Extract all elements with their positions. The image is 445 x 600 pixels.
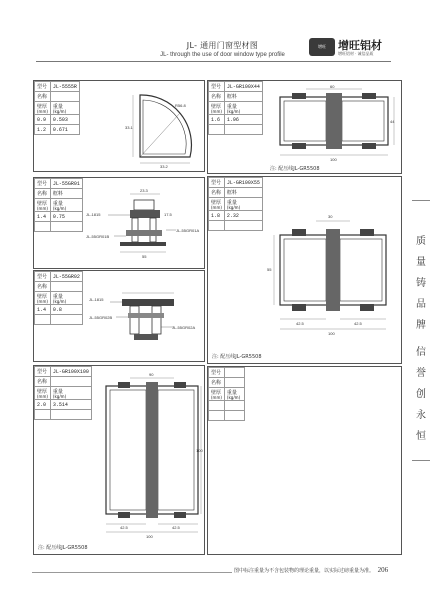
slogan-char: 品 <box>416 299 426 310</box>
model-value: JL-GR100X100 <box>50 367 91 377</box>
width-dim-label: 100 <box>146 534 153 539</box>
accessory-note: 注: 配压线JL-GR5508 <box>270 166 320 172</box>
model-value: JL-55GR02 <box>50 272 82 282</box>
weight-header: 重量 (kg/m) <box>224 388 244 401</box>
model-value: JL-GR100X44 <box>224 82 262 92</box>
slogan-char: 铸 <box>416 278 426 289</box>
width-dim-label: 33.2 <box>160 164 168 169</box>
spec-table <box>208 81 263 135</box>
height-dim-label: 100 <box>196 448 203 453</box>
name-value <box>224 378 244 388</box>
name-label: 名称 <box>35 377 51 387</box>
section-dim-label: 42.5 <box>120 525 128 530</box>
top-dim-label: 30 <box>328 214 333 219</box>
weight-header: 重量 (kg/m) <box>50 292 82 305</box>
callout-label: JL-55GR01A <box>176 228 200 233</box>
thickness-header: 壁厚 (mm) <box>35 387 51 400</box>
weight-value: 0.75 <box>50 212 82 222</box>
model-label: 型号 <box>35 82 51 92</box>
callout-label: JL-1815 <box>89 297 104 302</box>
footer-text: 图中标注重量为不含包装物的理论重量，以实际过磅重量为准。 <box>234 568 375 574</box>
section-dim-label: 42.5 <box>354 321 362 326</box>
brand-logo-text: 增旺铝材 <box>338 39 382 52</box>
name-label: 名称 <box>35 282 51 292</box>
model-label: 型号 <box>209 178 225 188</box>
width-dim-label: 55 <box>142 254 147 259</box>
height-dim-label: 55 <box>267 267 272 272</box>
slogan-char: 誉 <box>416 368 426 379</box>
accessory-note: 注: 配压线JL-GR5508 <box>212 354 262 360</box>
profile-panel-gr100x44 <box>207 80 402 174</box>
name-label: 名称 <box>35 189 51 199</box>
slogan-char: 量 <box>416 257 426 268</box>
weight-value: 0.8 <box>50 305 82 315</box>
weight-value: 1.96 <box>224 115 262 125</box>
callout-label: JL-55GR02A <box>172 325 196 330</box>
thickness-header: 壁厚 (mm) <box>35 199 51 212</box>
profile-panel-55gr02 <box>33 270 205 362</box>
profile-drawing-gr100x44 <box>268 85 400 165</box>
empty-cell <box>224 411 244 421</box>
profile-drawing-55gr02 <box>86 281 204 353</box>
catalog-subtitle: JL- through the use of door window type profile <box>160 52 285 58</box>
name-value: 框料 <box>224 92 262 102</box>
callout-label: JL-1815 <box>86 212 101 217</box>
weight-header: 重量 (kg/m) <box>50 387 91 400</box>
brand-logo-tagline: 增旺铝材 · 诚信品质 <box>338 51 374 56</box>
mid-dim-label: 17.5 <box>164 212 172 217</box>
slogan-rule-bottom <box>412 460 430 461</box>
thickness-value: 1.8 <box>209 211 225 221</box>
brand-logo-badge: 增旺 <box>309 38 335 56</box>
thickness-header: 壁厚 (mm) <box>209 102 225 115</box>
thickness-value: 0.9 <box>35 115 51 125</box>
model-value: JL-55GR01 <box>50 179 82 189</box>
thickness-header: 壁厚 (mm) <box>35 102 51 115</box>
accessory-note: 注: 配压线JL-GR5508 <box>38 545 88 551</box>
profile-panel-gr100x55 <box>207 176 402 364</box>
header-rule <box>36 61 391 62</box>
spec-table <box>208 177 263 231</box>
thickness-value: 1.4 <box>35 305 51 315</box>
spec-table <box>34 178 83 232</box>
section-dim-label: 42.5 <box>296 321 304 326</box>
profile-panel-5555r <box>33 80 205 172</box>
empty-cell <box>35 315 51 325</box>
top-dim-label: 60 <box>330 85 335 89</box>
thickness-value: 1.2 <box>35 125 51 135</box>
weight-value: 0.503 <box>50 115 79 125</box>
weight-value: 3.514 <box>50 400 91 410</box>
weight-header: 重量 (kg/m) <box>224 102 262 115</box>
name-value: 框料 <box>50 189 82 199</box>
empty-cell <box>209 125 225 135</box>
empty-cell <box>35 410 51 420</box>
profile-drawing-gr100x55 <box>266 205 400 345</box>
weight-header: 重量 (kg/m) <box>50 102 79 115</box>
weight-header: 重量 (kg/m) <box>50 199 82 212</box>
weight-value: 0.671 <box>50 125 79 135</box>
footer-rule <box>32 572 232 573</box>
empty-cell <box>209 411 225 421</box>
empty-cell <box>50 222 82 232</box>
name-value: 框料 <box>224 188 262 198</box>
top-dim-label: 90 <box>149 372 154 377</box>
width-dim-label: 100 <box>328 331 335 336</box>
empty-cell <box>224 401 244 411</box>
profile-drawing-gr100x100 <box>100 372 204 542</box>
name-value <box>50 92 79 102</box>
height-dim-label: 44 <box>390 119 395 124</box>
page-number: 206 <box>377 566 389 574</box>
spec-table <box>34 366 92 420</box>
height-dim-label: 33.1 <box>125 125 133 130</box>
name-label: 名称 <box>35 92 51 102</box>
radius-dim-label: R56.8 <box>175 103 186 108</box>
model-value: JL-5555R <box>50 82 79 92</box>
model-label: 型号 <box>209 368 225 378</box>
callout-label: JL-55GR01B <box>86 234 110 239</box>
empty-cell <box>50 410 91 420</box>
slogan-char: 牌 <box>416 320 426 331</box>
slogan-char: 永 <box>416 410 426 421</box>
slogan-char: 恒 <box>416 431 426 442</box>
spec-table <box>208 367 245 421</box>
slogan-char: 信 <box>416 347 426 358</box>
weight-value: 2.32 <box>224 211 262 221</box>
empty-cell <box>224 125 262 135</box>
profile-panel-gr100x100 <box>33 365 205 555</box>
profile-panel-blank <box>207 366 402 555</box>
spec-table <box>34 271 83 325</box>
thickness-value: 1.6 <box>209 115 225 125</box>
slogan-char: 创 <box>416 389 426 400</box>
callout-label: JL-55GR02B <box>89 315 113 320</box>
spec-table <box>34 81 80 135</box>
model-value <box>224 368 244 378</box>
footer-note <box>234 566 388 574</box>
name-label: 名称 <box>209 378 225 388</box>
empty-cell <box>209 221 225 231</box>
model-label: 型号 <box>35 367 51 377</box>
name-value <box>50 377 91 387</box>
profile-drawing-5555r <box>124 87 200 169</box>
width-dim-label: 100 <box>330 157 337 162</box>
profile-drawing-55gr01 <box>86 186 204 266</box>
name-label: 名称 <box>209 92 225 102</box>
empty-cell <box>224 221 262 231</box>
catalog-title: JL- 通用门窗型材图 <box>186 41 259 50</box>
slogan-char: 质 <box>416 236 426 247</box>
empty-cell <box>209 401 225 411</box>
thickness-value: 2.0 <box>35 400 51 410</box>
model-label: 型号 <box>35 179 51 189</box>
weight-header: 重量 (kg/m) <box>224 198 262 211</box>
thickness-value: 1.4 <box>35 212 51 222</box>
thickness-header: 壁厚 (mm) <box>209 198 225 211</box>
profile-panel-55gr01 <box>33 177 205 269</box>
name-label: 名称 <box>209 188 225 198</box>
thickness-header: 壁厚 (mm) <box>35 292 51 305</box>
model-label: 型号 <box>209 82 225 92</box>
name-value <box>50 282 82 292</box>
empty-cell <box>50 315 82 325</box>
section-dim-label: 42.5 <box>172 525 180 530</box>
thickness-header: 壁厚 (mm) <box>209 388 225 401</box>
slogan-rule-top <box>412 200 430 201</box>
model-value: JL-GR100X55 <box>224 178 262 188</box>
model-label: 型号 <box>35 272 51 282</box>
top-dim-label: 23.3 <box>140 188 148 193</box>
empty-cell <box>35 222 51 232</box>
